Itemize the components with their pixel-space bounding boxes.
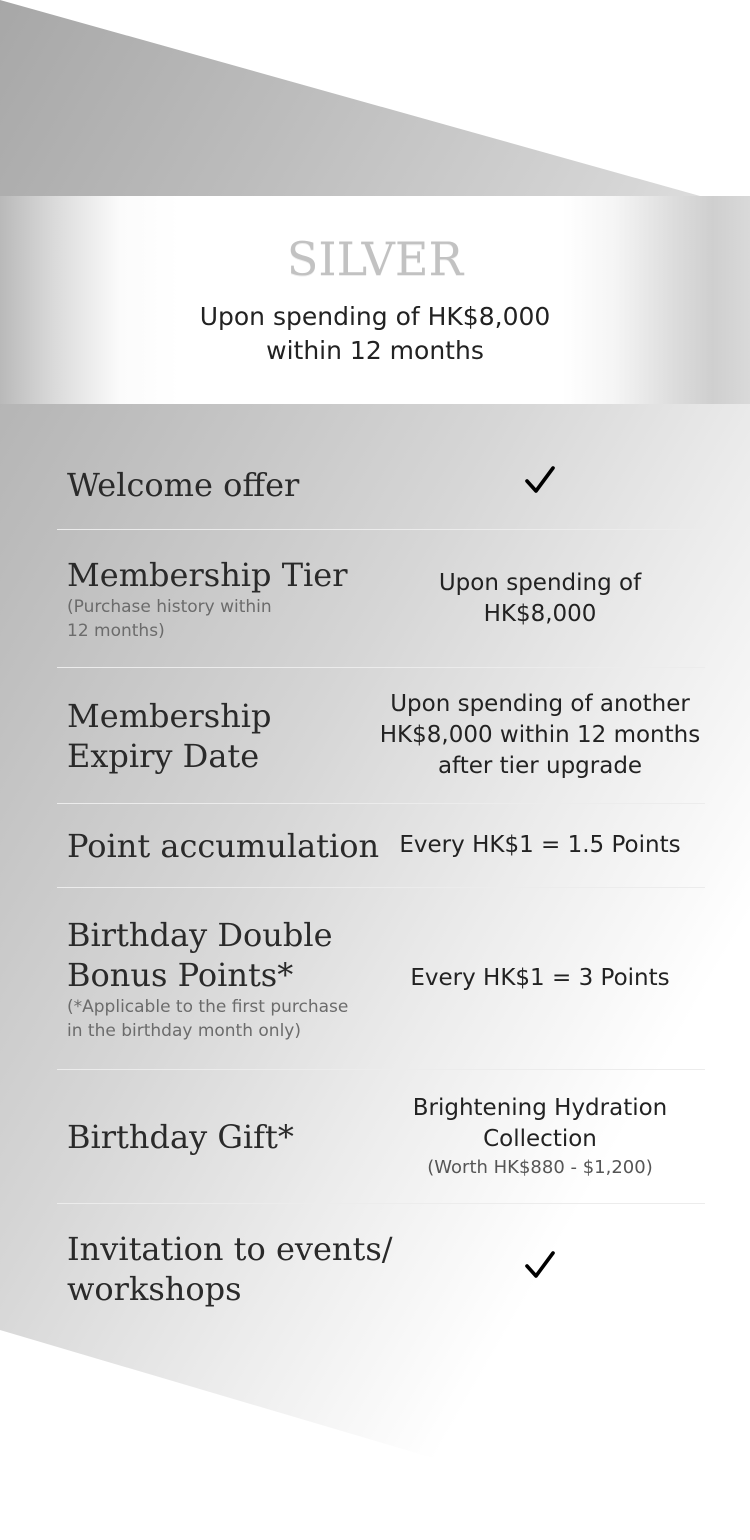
benefit-label: Welcome offer	[67, 465, 300, 504]
benefit-label: Birthday Gift*	[67, 1117, 294, 1156]
benefit-row-point-accumulation	[57, 804, 705, 888]
benefit-row-event-invitation	[57, 1204, 705, 1334]
benefit-value-line3: after tier upgrade	[437, 753, 643, 779]
benefit-note-line2: in the birthday month only)	[67, 1020, 301, 1041]
benefit-value-line1: Upon spending of another	[390, 691, 690, 717]
benefit-value-line1: Brightening Hydration	[412, 1094, 668, 1121]
benefit-value: Every HK$1 = 1.5 Points	[399, 832, 681, 858]
benefit-value-line1: Upon spending of	[438, 569, 642, 596]
benefit-value-line2: HK$8,000	[483, 600, 597, 627]
benefit-row-membership-tier	[57, 530, 705, 668]
tier-requirement-line1: Upon spending of HK$8,000	[199, 302, 551, 331]
checkmark-icon	[522, 462, 558, 498]
benefit-row-membership-expiry	[57, 668, 705, 804]
benefit-label-line2: Bonus Points*	[67, 955, 294, 994]
benefit-row-birthday-bonus-points	[57, 888, 705, 1070]
benefit-value-line2: HK$8,000 within 12 months	[379, 722, 701, 748]
checkmark-icon	[522, 1247, 558, 1283]
benefit-note-line1: (Purchase history within	[67, 596, 272, 617]
benefit-label-line1: Birthday Double	[67, 915, 333, 954]
benefit-label-line2: Expiry Date	[67, 736, 260, 775]
tier-title: SILVER	[286, 232, 464, 286]
benefit-note-line2: 12 months)	[67, 620, 165, 641]
benefit-value: Every HK$1 = 3 Points	[410, 965, 670, 991]
benefit-label: Membership Tier	[67, 555, 348, 594]
tier-requirement-line2: within 12 months	[266, 336, 484, 365]
benefit-value-note: (Worth HK$880 - $1,200)	[427, 1156, 653, 1178]
benefit-label-line2: workshops	[67, 1270, 242, 1308]
benefit-row-birthday-gift	[57, 1070, 705, 1204]
benefit-label: Point accumulation	[67, 826, 380, 865]
benefit-label-line1: Invitation to events/	[67, 1230, 393, 1268]
benefit-note-line1: (*Applicable to the first purchase	[67, 996, 349, 1017]
benefit-value-line2: Collection	[483, 1125, 597, 1152]
benefit-label-line1: Membership	[67, 696, 272, 735]
tier-requirement	[0, 300, 750, 368]
benefits-table	[57, 440, 705, 1334]
benefit-row-welcome-offer	[57, 440, 705, 530]
